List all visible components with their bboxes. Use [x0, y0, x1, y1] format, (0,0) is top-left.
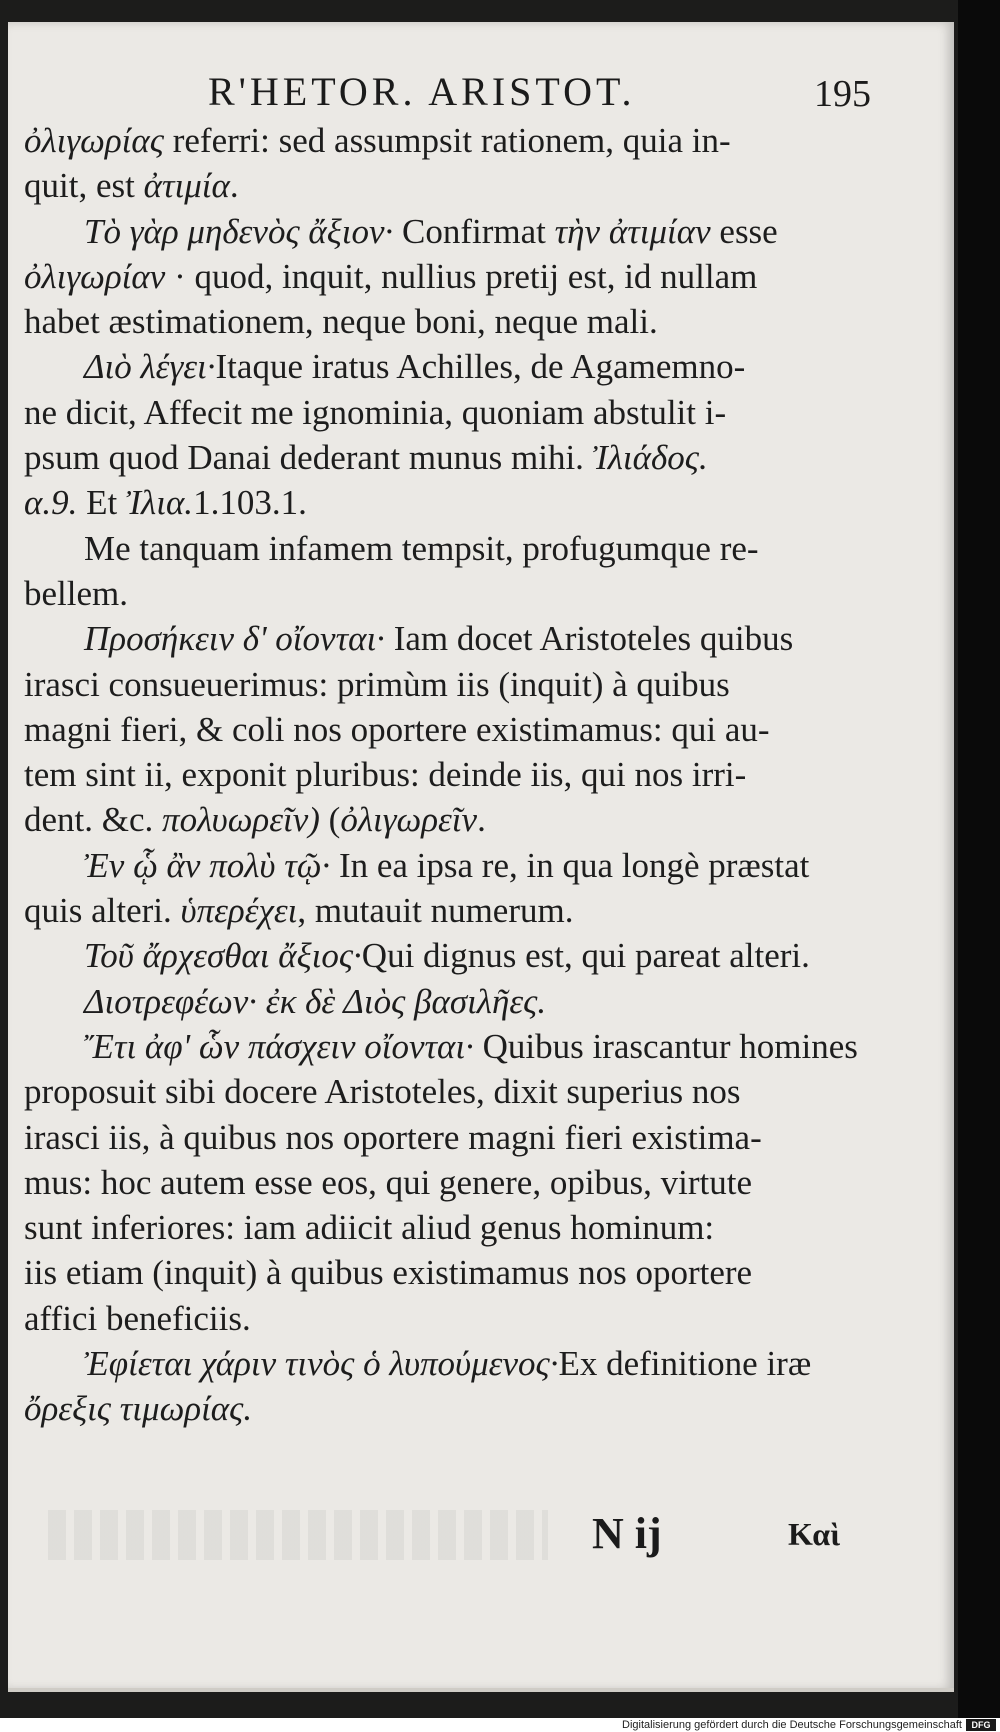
catchline — [8, 1508, 954, 1568]
latin-text: Et — [77, 483, 126, 523]
text-line — [24, 483, 307, 522]
funding-notice: Digitalisierung gefördert durch die Deutsche Forschungsgemeinschaft — [622, 1719, 962, 1731]
greek-text: Ἐφίεται χάριν τινὸς ὁ λυπούμενος· — [84, 1344, 559, 1384]
greek-text: Διὸ λέγει· — [84, 347, 216, 387]
paragraph — [24, 843, 874, 934]
latin-text: . — [229, 166, 239, 206]
latin-text: psum quod Danai dederant munus mihi. — [24, 438, 593, 478]
latin-text: ( — [319, 800, 341, 840]
text-line — [24, 1389, 252, 1428]
latin-text: quis alteri. — [24, 891, 181, 931]
latin-text: , mutauit numerum. — [297, 891, 574, 931]
page-header — [8, 62, 954, 122]
latin-text: Iam docet Aristoteles quibus — [384, 619, 794, 659]
text-line — [84, 529, 759, 568]
greek-text: ἀτιμία — [143, 166, 230, 206]
greek-text: Τὸ γὰρ μηδενὸς ἄξιον· — [84, 211, 394, 251]
latin-text: · quod, inquit, nullius pretij est, id nullam — [165, 256, 758, 296]
latin-text: sunt inferiores: iam adiicit aliud genus hominum: — [24, 1208, 715, 1248]
catchword: Καὶ — [788, 1516, 841, 1552]
text-line — [24, 755, 746, 794]
book-page — [8, 22, 954, 1690]
latin-text: dent. &c. — [24, 800, 163, 840]
signature-mark: N ij — [592, 1509, 662, 1558]
text-line — [24, 302, 658, 341]
latin-text: Confirmat — [393, 211, 555, 251]
text-line — [24, 1163, 752, 1202]
greek-text: Ἰλιάδος. — [592, 438, 708, 478]
paragraph — [24, 1341, 874, 1432]
latin-text: mus: hoc autem esse eos, qui genere, opibus, virtute — [24, 1162, 753, 1202]
latin-text: bellem. — [24, 573, 128, 613]
dfg-logo: DFG — [966, 1719, 996, 1731]
text-line — [24, 800, 486, 839]
latin-text: Me tanquam infamem tempsit, profugumque re- — [84, 528, 759, 568]
digitization-footer — [0, 1718, 1000, 1732]
latin-text: magni fieri, & coli nos oportere existimamus: qui au- — [24, 709, 770, 749]
latin-text: Itaque iratus Achilles, de Agamemno- — [215, 347, 746, 387]
paragraph — [24, 933, 874, 978]
greek-text: Τοῦ ἄρχεσθαι ἄξιος· — [84, 936, 362, 976]
latin-text: referri: sed assumpsit rationem, quia in- — [163, 121, 731, 160]
binding-edge — [958, 0, 1000, 1718]
latin-text: Ex definitione iræ — [558, 1344, 812, 1384]
greek-text: ὑπερέχει — [180, 891, 298, 931]
text-line — [24, 166, 239, 205]
greek-text: Ἐν ᾧ ἂν πολὺ τῷ· — [84, 845, 331, 885]
text-line — [84, 982, 546, 1021]
latin-text: ne dicit, Affecit me ignominia, quoniam abstulit i- — [24, 392, 727, 432]
greek-text: Προσήκειν δ' οἴονται· — [84, 619, 385, 659]
text-line — [24, 121, 731, 160]
paragraph — [24, 526, 874, 617]
text-line — [84, 212, 778, 251]
text-line — [24, 1072, 740, 1111]
paragraph — [24, 1024, 874, 1341]
greek-text: τὴν ἀτιμίαν — [554, 211, 711, 251]
latin-text: esse — [710, 211, 778, 251]
latin-text: In ea ipsa re, in qua longè præstat — [330, 845, 810, 885]
latin-text: tem sint ii, exponit pluribus: deinde iis, qui nos irri- — [24, 755, 747, 795]
running-head: R'HETOR. ARISTOT. — [208, 69, 636, 114]
text-line — [84, 1027, 858, 1066]
latin-text: irasci iis, à quibus nos oportere magni fieri existima- — [24, 1117, 762, 1157]
text-line — [24, 1118, 762, 1157]
page-bottom-edge — [8, 1688, 954, 1692]
page-number: 195 — [814, 73, 871, 115]
paragraph — [24, 979, 874, 1024]
greek-text: ὀλιγωρίας — [24, 121, 164, 160]
greek-text: α.9. — [24, 483, 78, 523]
greek-text: πολυωρεῖν) — [162, 800, 320, 840]
text-line — [84, 1344, 811, 1383]
latin-text: iis etiam (inquit) à quibus existimamus nos oportere — [24, 1253, 753, 1293]
latin-text: habet æstimationem, neque boni, neque mali. — [24, 302, 658, 342]
paragraph — [24, 616, 874, 842]
greek-text: ὀλιγωρίαν — [24, 256, 166, 296]
text-line — [84, 936, 810, 975]
body-text — [24, 118, 874, 1432]
greek-text: ὄρεξις τιμωρίας. — [24, 1389, 253, 1429]
paragraph — [24, 118, 874, 209]
text-line — [24, 1253, 752, 1292]
paragraph — [24, 344, 874, 525]
text-line — [84, 347, 745, 386]
latin-text: Quibus irascantur homines — [473, 1026, 858, 1066]
text-line — [24, 1208, 714, 1247]
latin-text: quit, est — [24, 166, 144, 206]
latin-text: affici beneficiis. — [24, 1298, 251, 1338]
text-line — [84, 619, 793, 658]
text-line — [84, 846, 809, 885]
text-line — [24, 891, 573, 930]
text-line — [24, 393, 726, 432]
latin-text: irasci consueuerimus: primùm iis (inquit) à quibus — [24, 664, 730, 704]
text-line — [24, 257, 757, 296]
text-line — [24, 574, 128, 613]
text-line — [24, 665, 730, 704]
latin-text: 1.103.1. — [193, 483, 307, 523]
latin-text: Qui dignus est, qui pareat alteri. — [361, 936, 810, 976]
paragraph — [24, 209, 874, 345]
latin-text: . — [477, 800, 486, 840]
greek-text: Ἔτι ἀφ' ὧν πάσχειν οἴονται· — [84, 1026, 474, 1066]
greek-text: ὀλιγωρεῖν — [340, 800, 478, 840]
greek-text: Ἰλια. — [125, 483, 194, 523]
text-line — [24, 1299, 251, 1338]
text-line — [24, 710, 770, 749]
latin-text: proposuit sibi docere Aristoteles, dixit superius nos — [24, 1072, 741, 1112]
text-line — [24, 438, 708, 477]
greek-text: Διοτρεφέων· ἐκ δὲ Διὸς βασιλῆες. — [84, 981, 547, 1021]
